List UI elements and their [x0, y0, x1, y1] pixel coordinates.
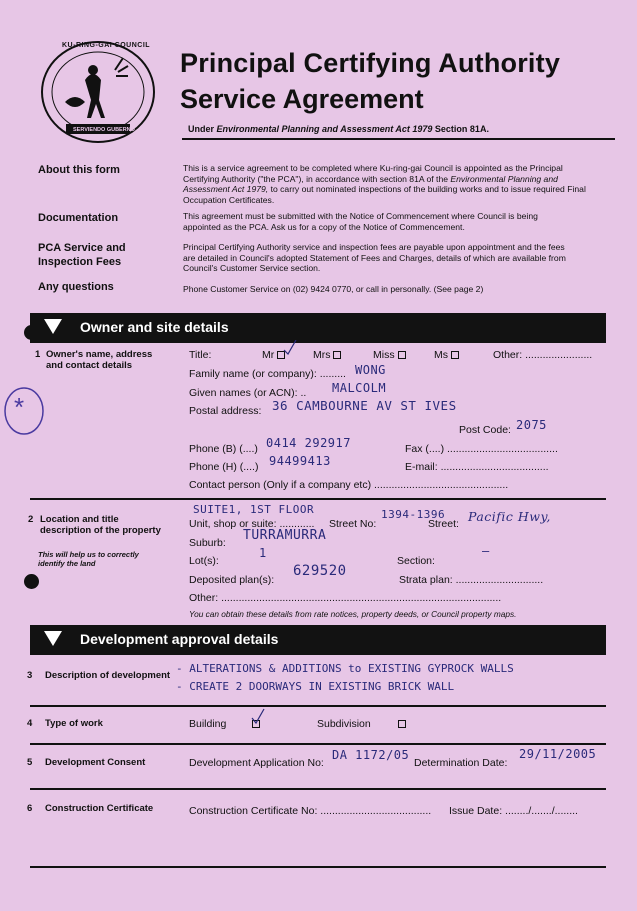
- section-5-label: Development Consent: [45, 757, 146, 768]
- about-part: Assessment Act 1979,: [183, 184, 269, 194]
- phone-b-label: Phone (B) (....): [189, 443, 258, 455]
- pca-line: Council's Customer Service section.: [183, 263, 321, 273]
- documentation-label: Documentation: [38, 212, 119, 224]
- deposited-plan-label: Deposited plan(s):: [189, 574, 275, 586]
- seal-text: KU-RING-GAI COUNCIL: [62, 42, 151, 49]
- section-5-number: 5: [27, 757, 33, 768]
- pca-line: are detailed in Council's adopted Statement of Fees and Charges, details of which are available from: [183, 252, 566, 263]
- issue-date-field[interactable]: Issue Date: ......../......./........: [449, 805, 578, 817]
- punch-hole-dot: [24, 574, 39, 589]
- section-4-number: 4: [27, 718, 33, 729]
- form-title-line1: Principal Certifying Authority: [180, 48, 561, 78]
- about-part: Certifying Authority ("the PCA"), in accordance with section 81A of the: [183, 173, 451, 184]
- section-divider: [30, 743, 606, 745]
- phone-h-label: Phone (H) (....): [189, 461, 259, 473]
- title-mrs-option[interactable]: [313, 349, 341, 361]
- lots-label: Lot(s):: [189, 555, 219, 567]
- determination-date-label: Determination Date:: [414, 757, 508, 769]
- development-section-band: [30, 625, 606, 655]
- pca-fees-label: [38, 241, 126, 269]
- contact-person-field[interactable]: Contact person (Only if a company etc) ..............................................: [189, 479, 509, 491]
- documentation-text: [183, 211, 538, 232]
- form-title-line2: Service Agreement: [180, 84, 424, 114]
- about-line: Occupation Certificates.: [183, 194, 275, 205]
- postcode-label: Post Code:: [459, 424, 511, 436]
- phone-b-value[interactable]: 0414 292917: [266, 436, 351, 450]
- s1-label-line: and contact details: [46, 360, 133, 371]
- pca-line: Principal Certifying Authority service and inspection fees are payable upon appointment and the fees: [183, 242, 565, 252]
- development-application-label: Development Application No:: [189, 757, 324, 769]
- subdivision-text: Subdivision: [317, 718, 371, 730]
- section-6-number: 6: [27, 803, 33, 814]
- pca-label-line: Inspection Fees: [38, 256, 122, 268]
- s2-label-line: description of the property: [40, 525, 161, 536]
- section-6-label: Construction Certificate: [45, 803, 154, 814]
- development-description-line1[interactable]: - ALTERATIONS & ADDITIONS to EXISTING GYPROCK WALLS: [176, 662, 514, 675]
- street-label: Street:: [428, 518, 459, 530]
- postal-address-label: Postal address:: [189, 405, 262, 417]
- street-no-value[interactable]: 1394-1396: [381, 508, 446, 521]
- section-2-label: [40, 514, 161, 536]
- building-option[interactable]: [189, 718, 226, 730]
- subtitle-act: Environmental Planning and Assessment Act 1979: [216, 124, 433, 134]
- given-names-value[interactable]: MALCOLM: [332, 381, 387, 395]
- unit-value[interactable]: SUITE1, 1ST FLOOR: [193, 503, 315, 516]
- about-label: About this form: [38, 164, 120, 176]
- title-ms-option[interactable]: [434, 349, 459, 361]
- family-name-value[interactable]: WONG: [355, 363, 386, 377]
- construction-certificate-field[interactable]: Construction Certificate No: ......................................: [189, 805, 432, 817]
- doc-line: appointed as the PCA. Ask us for a copy of the Notice of Commencement.: [183, 221, 465, 232]
- header-rule: [182, 138, 615, 140]
- development-section-title: Development approval details: [80, 631, 279, 647]
- seal-motto: SERVIENDO GUBERNO: [73, 127, 135, 133]
- section-3-label: Description of development: [45, 670, 171, 681]
- building-tick-mark: [250, 708, 266, 726]
- title-other-field[interactable]: Other: .......................: [493, 349, 593, 361]
- section-2-note: [38, 550, 139, 568]
- section-divider: [30, 705, 606, 707]
- section-1-number: 1: [35, 349, 41, 360]
- questions-label: Any questions: [38, 281, 114, 293]
- subtitle-prefix: Under: [188, 124, 217, 134]
- subdivision-checkbox[interactable]: [398, 720, 406, 728]
- development-description-line2[interactable]: - CREATE 2 DOORWAYS IN EXISTING BRICK WALL: [176, 680, 455, 693]
- owner-section-band: [30, 313, 606, 343]
- mrs-checkbox[interactable]: [333, 351, 341, 359]
- determination-date-value[interactable]: 29/11/2005: [519, 747, 597, 761]
- owner-section-title: Owner and site details: [80, 319, 229, 335]
- form-subtitle: [188, 124, 489, 134]
- deposited-plan-value[interactable]: 629520: [293, 563, 347, 579]
- annotation-mark: *: [14, 392, 25, 422]
- s2-note-line: This will help us to correctly: [38, 550, 139, 559]
- arrow-down-icon: [44, 631, 62, 646]
- mr-text: Mr: [262, 349, 275, 361]
- section-divider: [30, 866, 606, 868]
- ms-checkbox[interactable]: [451, 351, 459, 359]
- subtitle-suffix: Section 81A.: [432, 124, 489, 134]
- street-no-label: Street No:: [329, 518, 377, 530]
- title-label: Title:: [189, 349, 212, 361]
- section-2-number: 2: [28, 514, 34, 525]
- miss-checkbox[interactable]: [398, 351, 406, 359]
- s1-label-line: Owner's name, address: [46, 349, 153, 360]
- fax-field[interactable]: Fax (....) ......................................: [405, 443, 558, 455]
- about-part: to carry out nominated inspections of the building works and to issue required Final: [268, 184, 586, 194]
- email-field[interactable]: E-mail: .....................................: [405, 461, 549, 473]
- given-names-label: Given names (or ACN): ..: [189, 387, 307, 399]
- pca-label-line: PCA Service and: [38, 242, 126, 254]
- property-note: You can obtain these details from rate notices, property deeds, or Council property maps.: [189, 609, 517, 619]
- about-line: [183, 184, 586, 195]
- section-1-label: [46, 349, 152, 371]
- section-3-number: 3: [27, 670, 33, 681]
- section-value[interactable]: —: [482, 544, 490, 558]
- s2-note-line: identify the land: [38, 559, 96, 568]
- doc-line: This agreement must be submitted with the Notice of Commencement where Council is being: [183, 211, 538, 221]
- ms-text: Ms: [434, 349, 448, 361]
- strata-plan-field[interactable]: Strata plan: ..............................: [399, 574, 544, 586]
- about-line: [183, 174, 586, 185]
- questions-text: Phone Customer Service on (02) 9424 0770, or call in personally. (See page 2): [183, 284, 484, 294]
- development-application-value[interactable]: DA 1172/05: [332, 748, 410, 762]
- postal-address-value[interactable]: 36 CAMBOURNE AV ST IVES: [272, 398, 457, 413]
- about-line: This is a service agreement to be completed where Ku-ring-gai Council is appointed as the Principal: [183, 163, 563, 173]
- about-text: [183, 163, 586, 205]
- subdivision-option[interactable]: [317, 718, 371, 730]
- building-text: Building: [189, 718, 227, 730]
- mr-tick-mark: [280, 340, 300, 356]
- family-name-label: Family name (or company): .........: [189, 368, 346, 380]
- mrs-text: Mrs: [313, 349, 331, 361]
- other-field[interactable]: Other: ................................................................................................: [189, 592, 502, 604]
- unit-label: Unit, shop or suite: ............: [189, 518, 315, 530]
- section-4-label: Type of work: [45, 718, 103, 729]
- section-divider: [30, 788, 606, 790]
- postcode-value[interactable]: 2075: [516, 418, 547, 432]
- lots-value[interactable]: 1: [259, 546, 267, 560]
- street-value[interactable]: Pacific Hwy,: [468, 509, 551, 524]
- title-miss-option[interactable]: [373, 349, 406, 361]
- arrow-down-icon: [44, 319, 62, 334]
- section-label: Section:: [397, 555, 435, 567]
- suburb-value[interactable]: TURRAMURRA: [243, 528, 327, 543]
- section-divider: [30, 498, 606, 500]
- miss-text: Miss: [373, 349, 395, 361]
- s2-label-line: Location and title: [40, 514, 119, 525]
- pca-fees-text: [183, 242, 566, 274]
- phone-h-value[interactable]: 94499413: [269, 454, 331, 468]
- suburb-label: Suburb:: [189, 537, 226, 549]
- about-part: Environmental Planning and: [450, 173, 558, 184]
